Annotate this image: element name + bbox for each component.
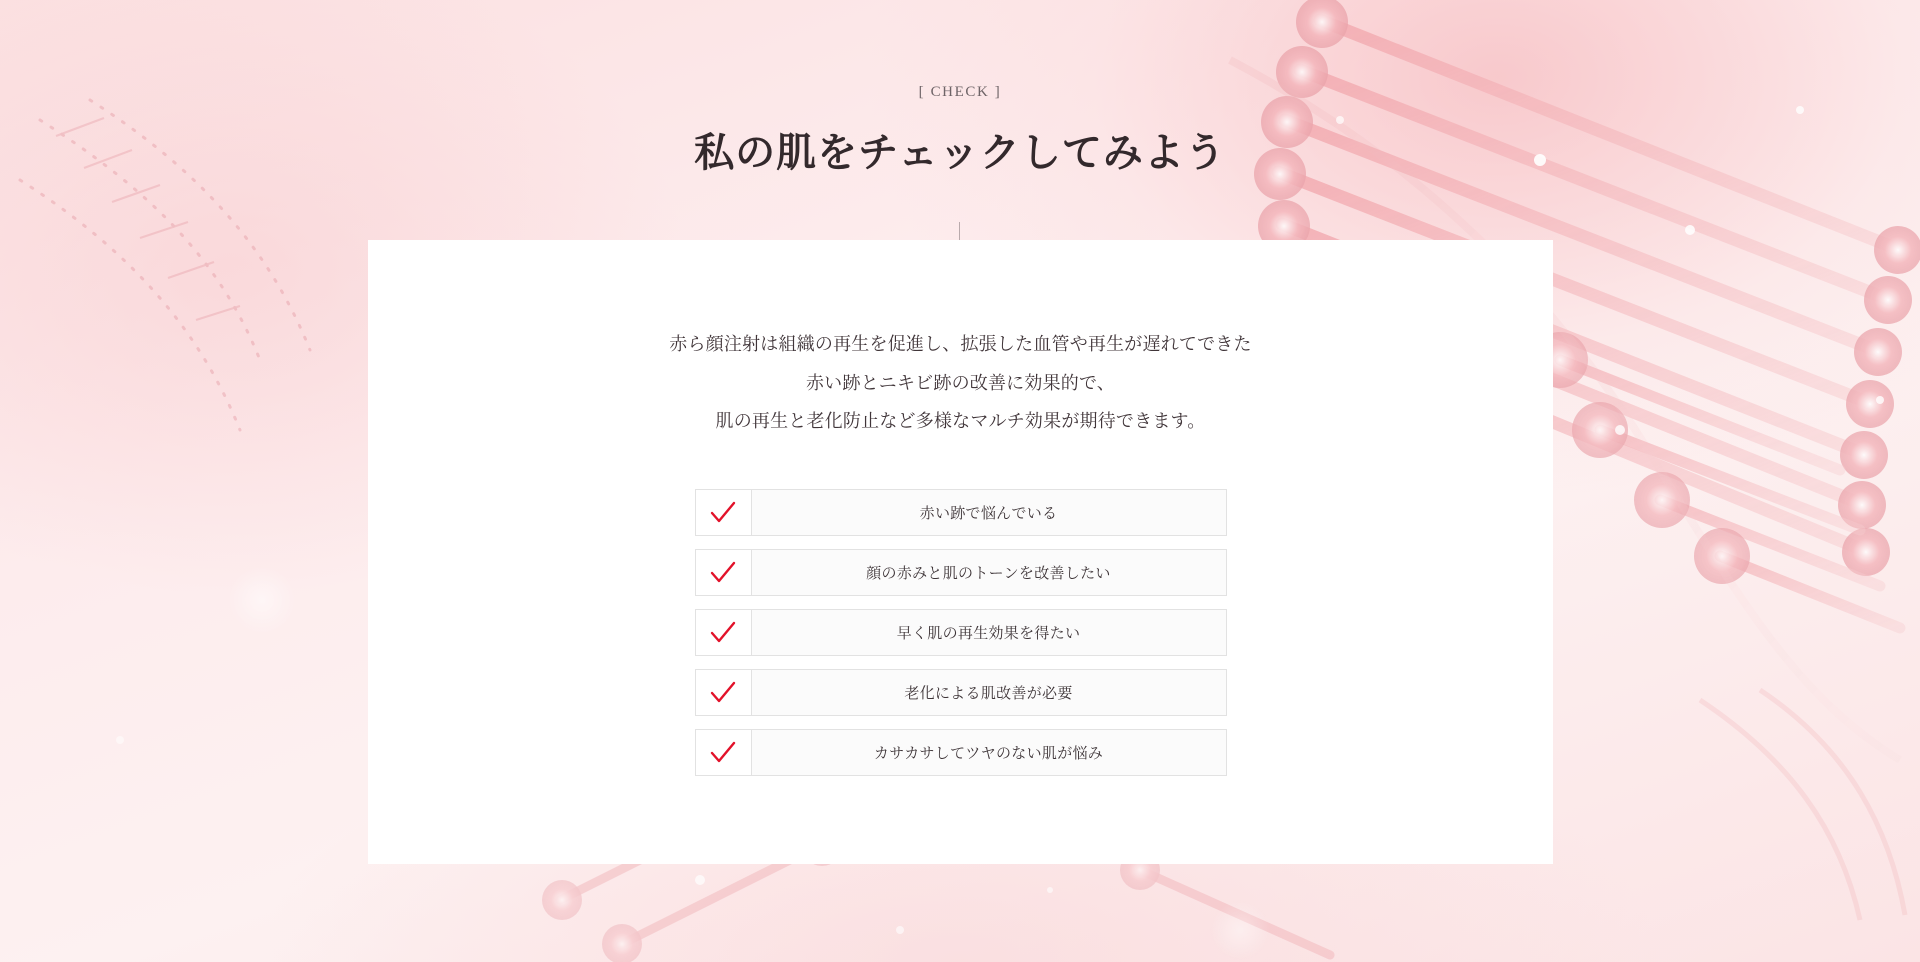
check-mark-icon[interactable] xyxy=(696,610,752,655)
list-item-label: 赤い跡で悩んでいる xyxy=(919,505,1058,523)
check-mark-icon[interactable] xyxy=(696,730,752,775)
list-item[interactable] xyxy=(695,549,1227,596)
checklist xyxy=(695,489,1227,776)
section-header xyxy=(0,84,1920,205)
lead-line: 肌の再生と老化防止など多様なマルチ効果が期待できます。 xyxy=(715,411,1206,432)
list-item[interactable] xyxy=(695,489,1227,536)
list-item-label: 顔の赤みと肌のトーンを改善したい xyxy=(866,565,1111,583)
lead-line: 赤ら顔注射は組織の再生を促進し、拡張した血管や再生が遅れてできた xyxy=(669,334,1252,354)
list-item-label: カサカサしてツヤのない肌が悩み xyxy=(873,745,1104,763)
list-item[interactable] xyxy=(695,729,1227,776)
content-card xyxy=(368,240,1553,864)
page-title: 私の肌をチェックしてみよう xyxy=(694,131,1226,175)
list-item[interactable] xyxy=(695,669,1227,716)
list-item-label: 老化による肌改善が必要 xyxy=(904,685,1073,703)
lead-paragraph xyxy=(368,325,1553,441)
lead-line: 赤い跡とニキビ跡の改善に効果的で、 xyxy=(805,372,1116,393)
check-mark-icon[interactable] xyxy=(696,670,752,715)
check-mark-icon[interactable] xyxy=(696,550,752,595)
list-item[interactable] xyxy=(695,609,1227,656)
list-item-label: 早く肌の再生効果を得たい xyxy=(896,625,1081,643)
check-mark-icon[interactable] xyxy=(696,490,752,535)
section-eyebrow: [ CHECK ] xyxy=(918,84,1002,100)
